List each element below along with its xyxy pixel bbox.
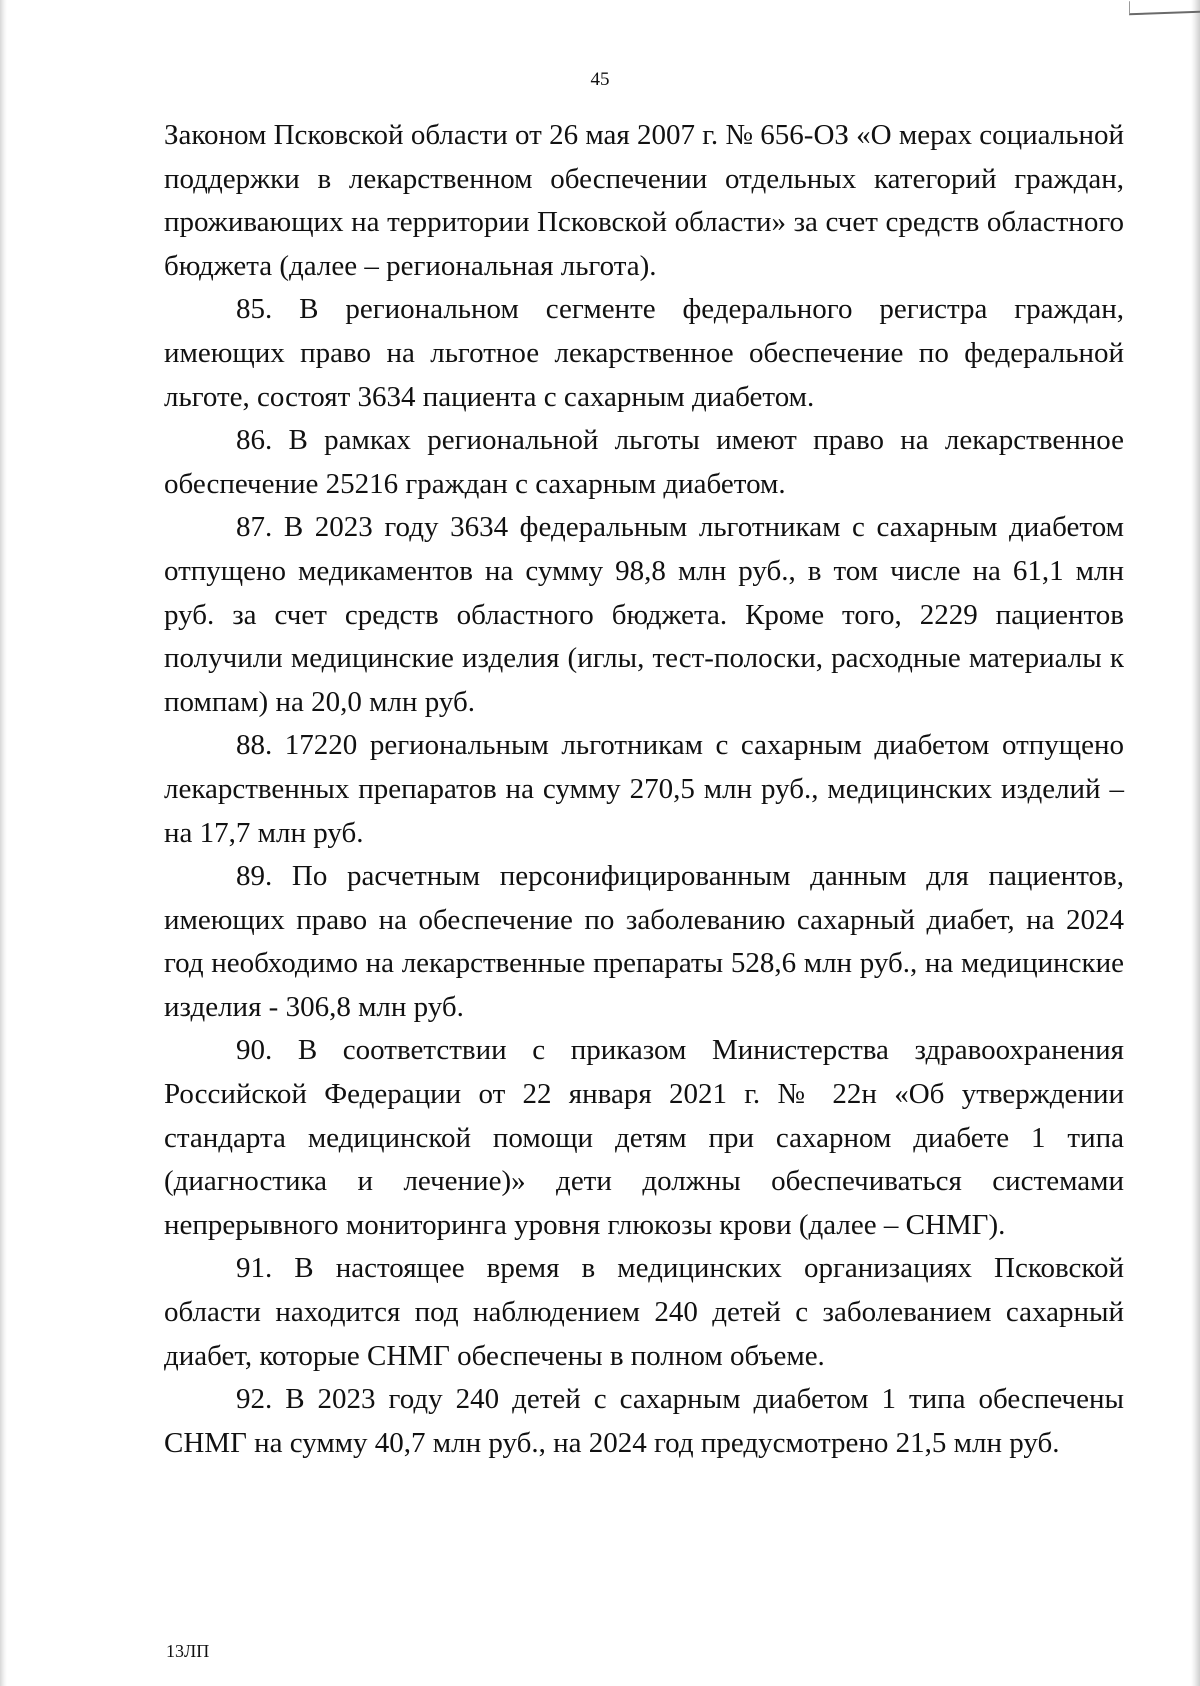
paragraph-continuation: Законом Псковской области от 26 мая 2007 г. № 656-ОЗ «О мерах социальной поддержки в лекарственном обеспечении отдельных категорий граждан, проживающих на территории Псковской области» за счет средств областного бюджета (далее – региональная льгота). <box>164 119 1124 282</box>
paragraph-86: 86. В рамках региональной льготы имеют право на лекарственное обеспечение 25216 граждан с сахарным диабетом. <box>164 424 1124 500</box>
paragraph-87: 87. В 2023 году 3634 федеральным льготникам с сахарным диабетом отпущено медикаментов на сумму 98,8 млн руб., в том числе на 61,1 млн руб. за счет средств областного бюджета. Кроме того, 2229 пациентов получили медицинские изделия (иглы, тест-полоски, расходные материалы к помпам) на 20,0 млн руб. <box>164 511 1124 718</box>
document-body <box>164 114 1124 1465</box>
paragraph-85: 85. В региональном сегменте федерального регистра граждан, имеющих право на льготное лекарственное обеспечение по федеральной льготе, состоят 3634 пациента с сахарным диабетом. <box>164 293 1124 413</box>
page-number: 45 <box>590 69 610 90</box>
footer-code: 13ЛП <box>166 1641 210 1661</box>
scan-corner-mark <box>1129 0 1200 15</box>
paragraph-92: 92. В 2023 году 240 детей с сахарным диабетом 1 типа обеспечены СНМГ на сумму 40,7 млн руб., на 2024 год предусмотрено 21,5 млн руб. <box>164 1383 1124 1459</box>
scan-edge-left <box>0 0 7 1686</box>
paragraph-90: 90. В соответствии с приказом Министерства здравоохранения Российской Федерации от 22 января 2021 г. № 22н «Об утверждении стандарта медицинской помощи детям при сахарном диабете 1 типа (диагностика и лечение)» дети должны обеспечиваться системами непрерывного мониторинга уровня глюкозы крови (далее – СНМГ). <box>164 1034 1124 1241</box>
paragraph-88: 88. 17220 региональным льготникам с сахарным диабетом отпущено лекарственных препаратов на сумму 270,5 млн руб., медицинских изделий – на 17,7 млн руб. <box>164 729 1124 849</box>
paragraph-89: 89. По расчетным персонифицированным данным для пациентов, имеющих право на обеспечение по заболеванию сахарный диабет, на 2024 год необходимо на лекарственные препараты 528,6 млн руб., на медицинские изделия - 306,8 млн руб. <box>164 860 1124 1023</box>
paragraph-91: 91. В настоящее время в медицинских организациях Псковской области находится под наблюдением 240 детей с заболеванием сахарный диабет, которые СНМГ обеспечены в полном объеме. <box>164 1252 1124 1372</box>
scan-edge-right <box>1191 0 1200 1686</box>
